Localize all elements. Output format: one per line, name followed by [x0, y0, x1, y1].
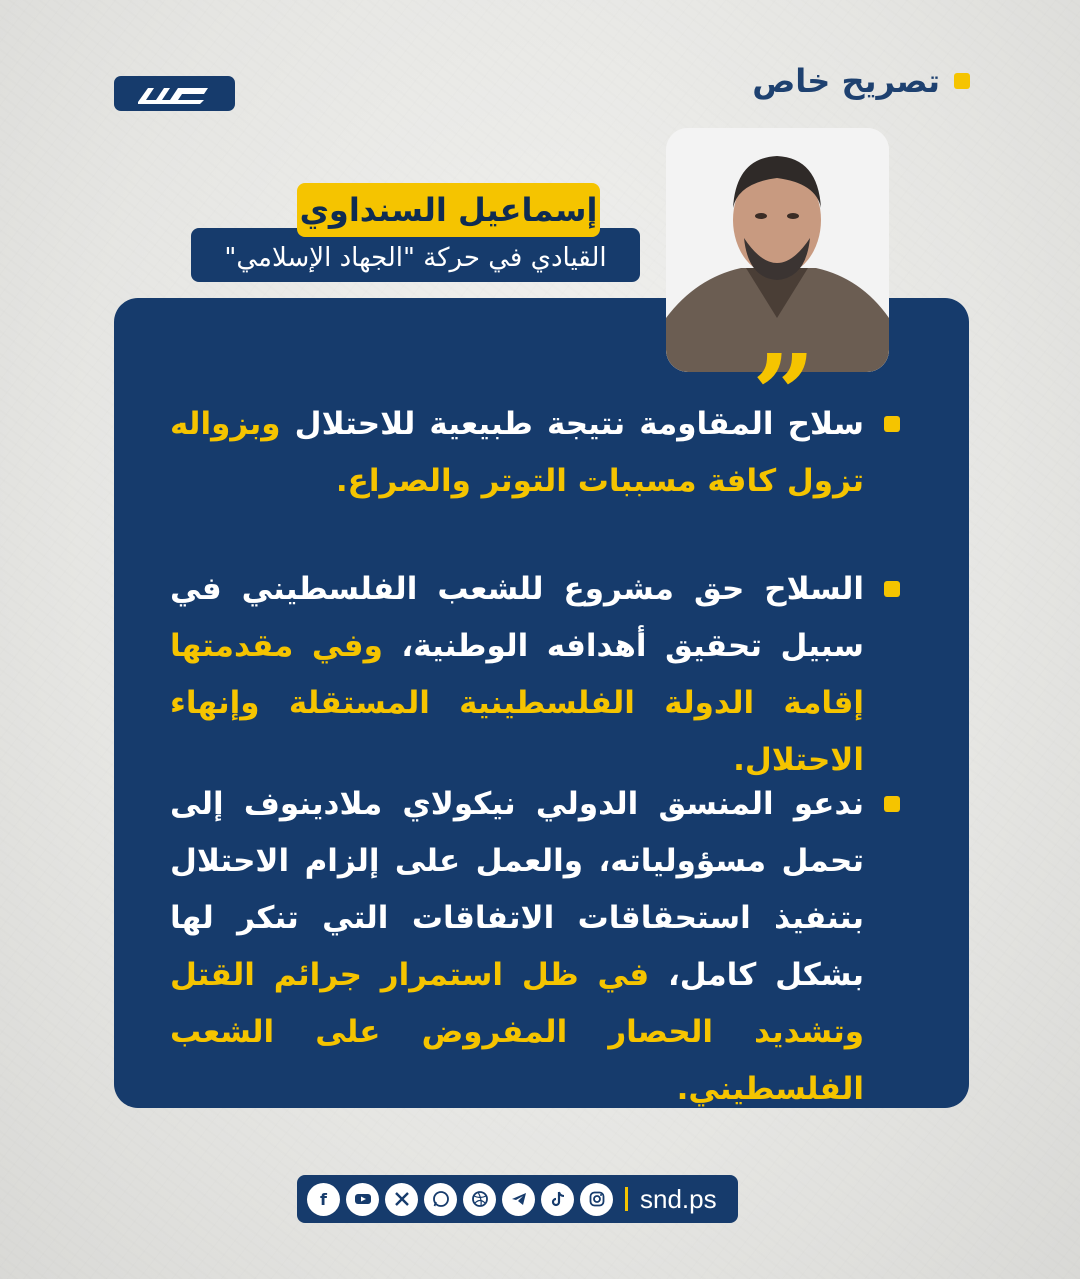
website-link[interactable]: snd.ps — [640, 1183, 717, 1214]
bullet-square-icon — [884, 416, 900, 432]
facebook-icon[interactable]: f — [307, 1183, 340, 1216]
dribbble-icon[interactable] — [463, 1183, 496, 1216]
statement-3 — [170, 776, 900, 1118]
speaker-role: القيادي في حركة "الجهاد الإسلامي" — [191, 228, 640, 282]
statement-1-white: سلاح المقاومة نتيجة طبيعية للاحتلال — [280, 406, 864, 442]
statement-2-text — [170, 561, 864, 789]
bullet-square-icon — [884, 796, 900, 812]
youtube-icon[interactable] — [346, 1183, 379, 1216]
label-square-icon — [954, 73, 970, 89]
telegram-icon[interactable] — [502, 1183, 535, 1216]
social-footer — [297, 1175, 738, 1223]
statement-3-highlight: في ظل استمرار جرائم القتل وتشديد الحصار المفروض على الشعب الفلسطيني. — [170, 957, 864, 1107]
x-icon[interactable] — [385, 1183, 418, 1216]
statement-2-highlight: وفي مقدمتها إقامة الدولة الفلسطينية المستقلة وإنهاء الاحتلال. — [170, 628, 864, 778]
section-label-text: تصريح خاص — [752, 62, 940, 100]
snd-logo-icon — [134, 82, 216, 106]
section-label — [752, 62, 970, 100]
statement-3-text — [170, 776, 864, 1118]
tiktok-icon[interactable] — [541, 1183, 574, 1216]
instagram-icon[interactable] — [580, 1183, 613, 1216]
statement-2-white: السلاح حق مشروع للشعب الفلسطيني في سبيل تحقيق أهدافه الوطنية، — [170, 571, 864, 664]
statement-2 — [170, 561, 900, 789]
quote-mark-icon: ” — [752, 330, 816, 459]
whatsapp-icon[interactable] — [424, 1183, 457, 1216]
snd-logo[interactable] — [114, 76, 235, 111]
statement-3-white: ندعو المنسق الدولي نيكولاي ملادينوف إلى تحمل مسؤولياته، والعمل على إلزام الاحتلال بتنفيذ استحقاقات الاتفاقات التي تنكر لها بشكل كامل، — [170, 786, 864, 993]
speaker-name: إسماعيل السنداوي — [297, 183, 600, 237]
footer-divider — [625, 1187, 628, 1211]
statement-1-highlight: وبزواله تزول كافة مسببات التوتر والصراع. — [170, 406, 864, 499]
bullet-square-icon — [884, 581, 900, 597]
